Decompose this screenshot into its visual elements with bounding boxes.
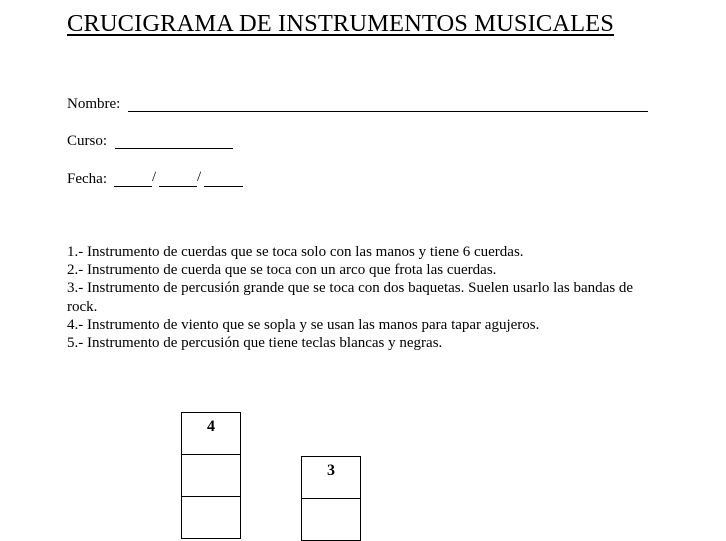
crossword-cell[interactable] <box>181 454 241 497</box>
curso-label: Curso: <box>67 133 108 149</box>
crossword-cell[interactable] <box>181 412 241 455</box>
crossword-cell[interactable] <box>301 456 361 499</box>
nombre-label: Nombre: <box>67 96 121 112</box>
clue-list <box>67 243 667 352</box>
cell-number: 4 <box>207 418 215 435</box>
clue-5: 5.- Instrumento de percusión que tiene teclas blancas y negras. <box>67 335 443 352</box>
clue-1: 1.- Instrumento de cuerdas que se toca solo con las manos y tiene 6 cuerdas. <box>67 244 524 260</box>
fecha-separator: / <box>152 169 157 185</box>
curso-blank[interactable] <box>115 148 233 149</box>
nombre-blank[interactable] <box>128 111 648 112</box>
fecha-day-blank[interactable] <box>114 186 152 187</box>
clue-2: 2.- Instrumento de cuerda que se toca con un arco que frota las cuerdas. <box>67 262 497 279</box>
clue-4: 4.- Instrumento de viento que se sopla y se usan las manos para tapar agujeros. <box>67 316 540 333</box>
crossword-cell[interactable] <box>181 496 241 539</box>
fecha-separator: / <box>197 169 202 185</box>
worksheet-title: CRUCIGRAMA DE INSTRUMENTOS MUSICALES <box>67 10 614 37</box>
fecha-year-blank[interactable] <box>204 186 243 187</box>
clue-3: 3.- Instrumento de percusión grande que se toca con dos baquetas. Suelen usarlo las bandas de rock. <box>67 280 634 315</box>
crossword-cell[interactable] <box>301 498 361 541</box>
fecha-label: Fecha: <box>67 171 107 187</box>
cell-number: 3 <box>327 462 335 479</box>
fecha-month-blank[interactable] <box>159 186 197 187</box>
